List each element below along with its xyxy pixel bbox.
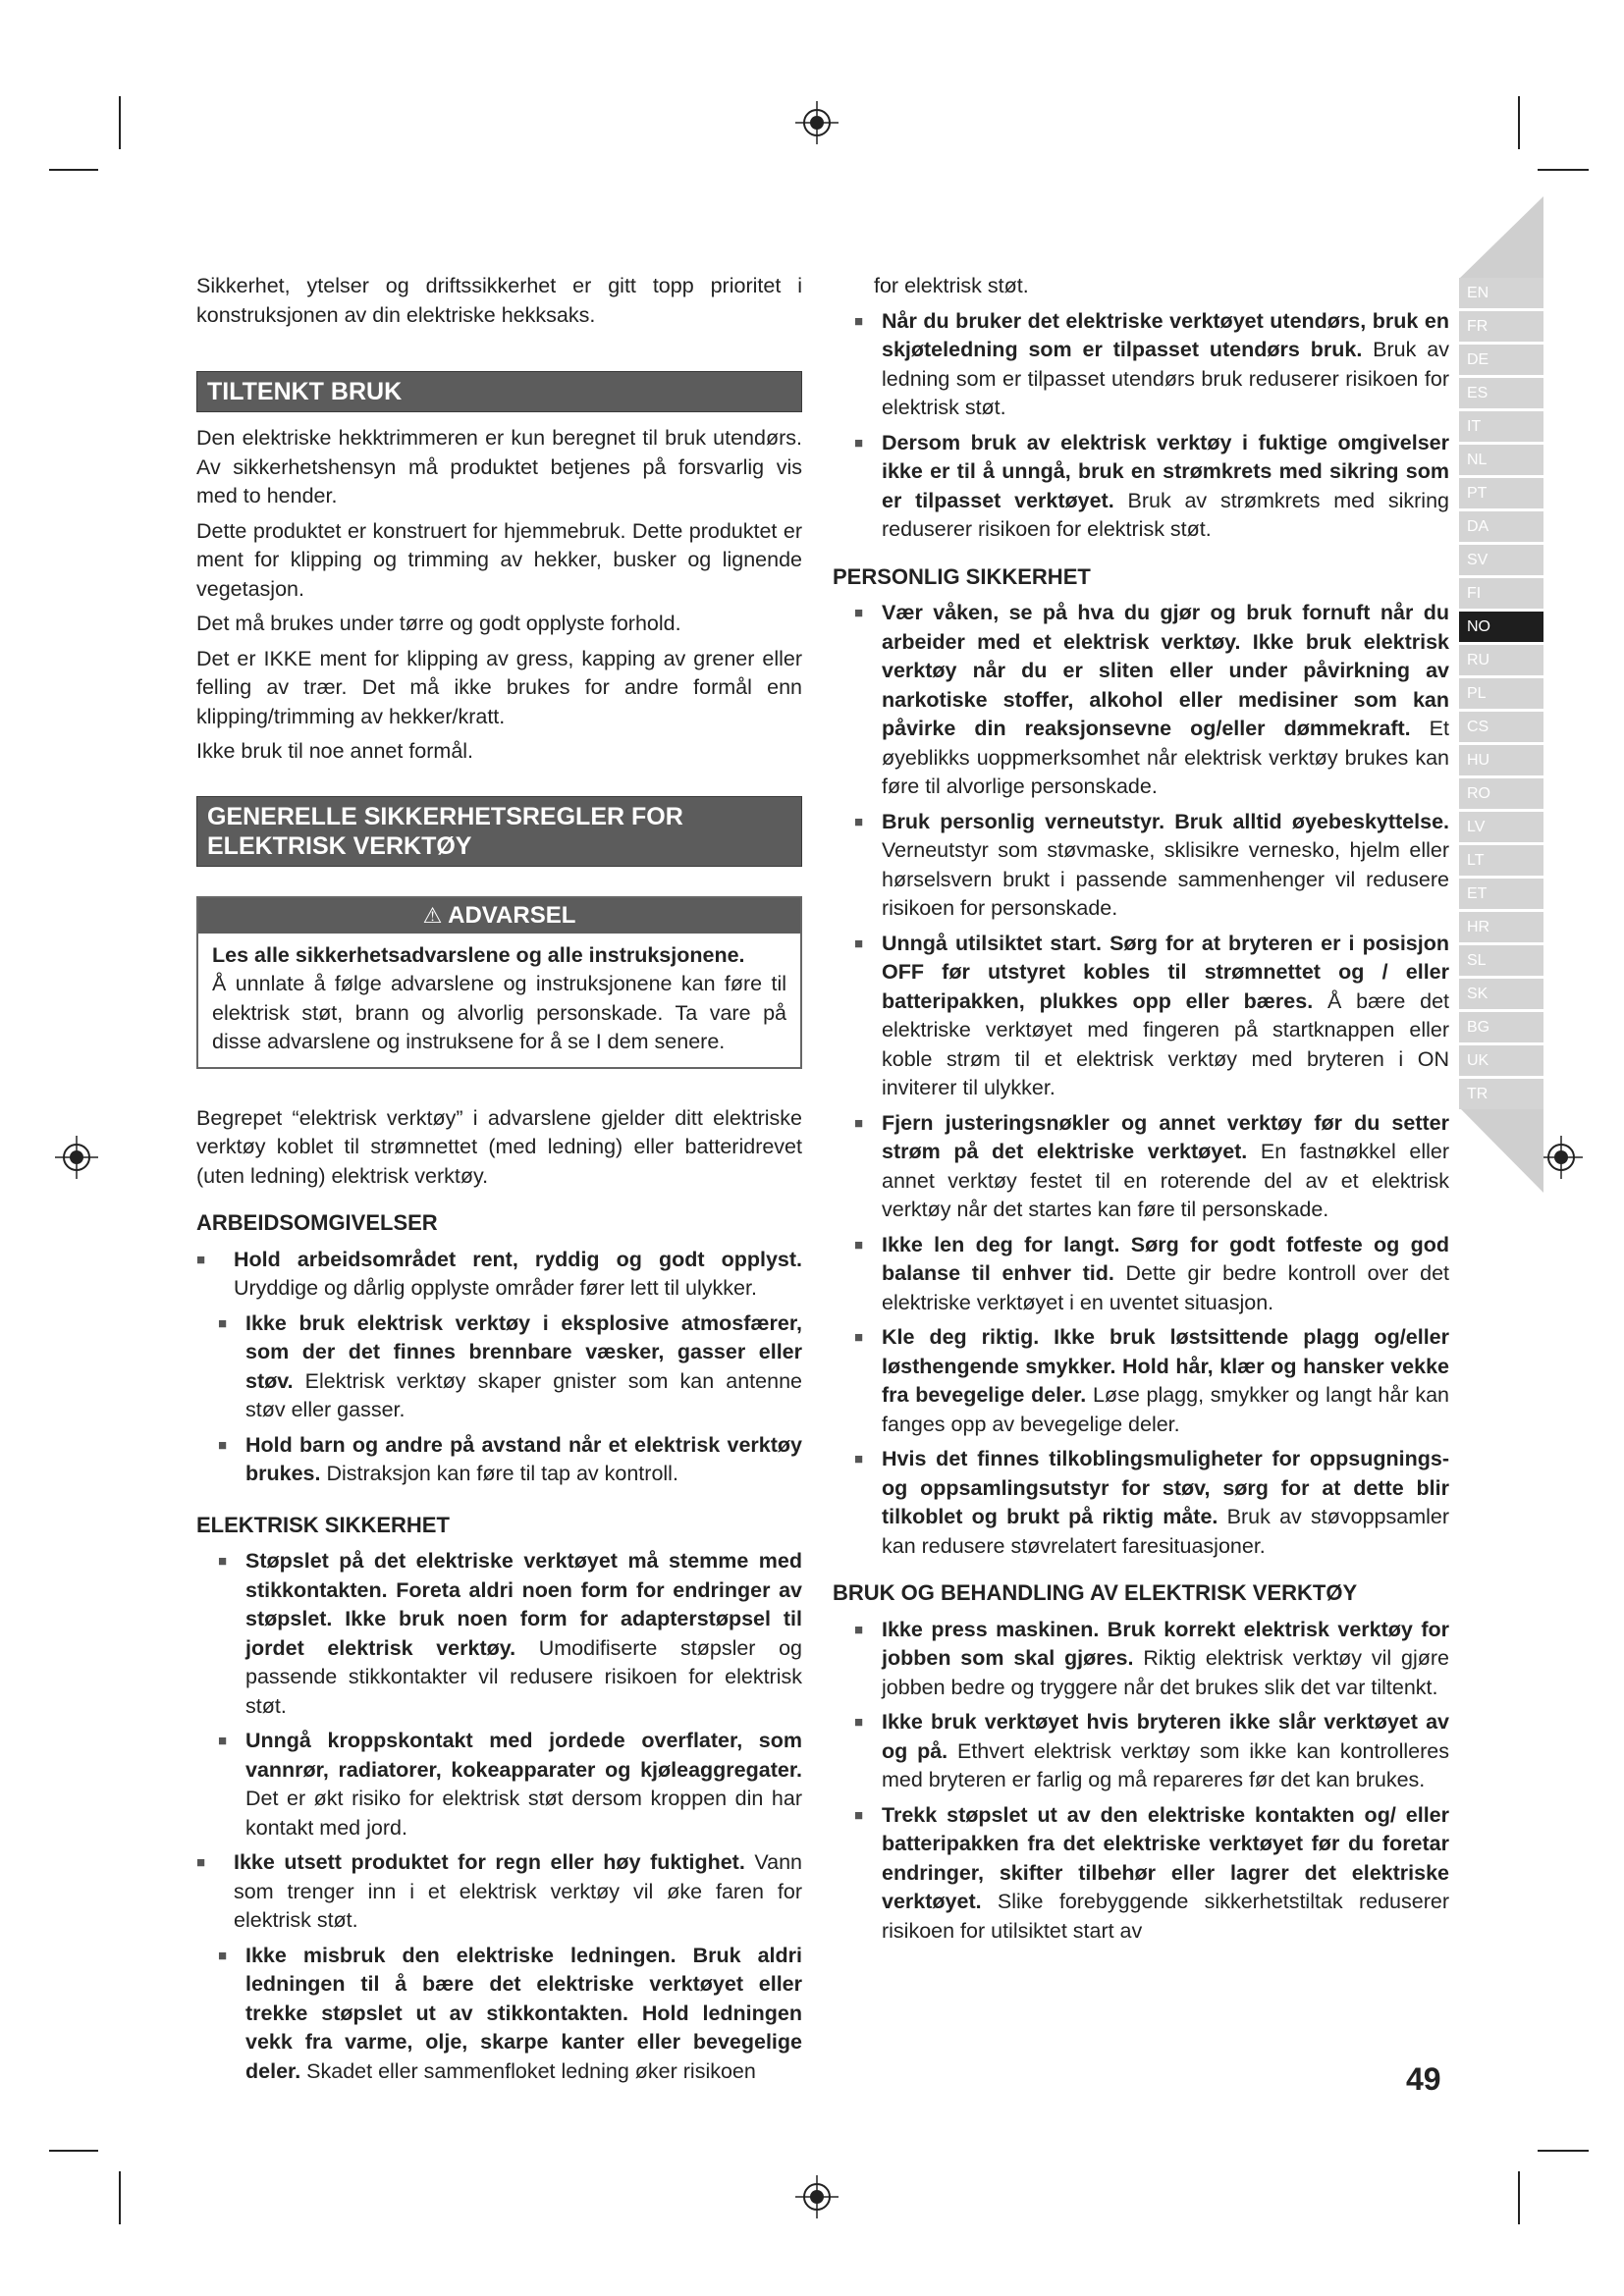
warning-body xyxy=(198,934,800,1067)
language-tab[interactable]: UK xyxy=(1459,1045,1543,1076)
list-item: ■ Kle deg riktig. Ikke bruk løstsittende plagg og/eller løsthengende smykker. Hold hår, klær og hansker vekke fra bevegelige deler. Løse plagg, smykker og langt hår kan fanges opp av bevegelige deler. xyxy=(854,1325,1449,1436)
bullet-icon: ■ xyxy=(854,1114,864,1132)
registration-mark-icon xyxy=(55,1136,98,1179)
list-item: ■ Ikke bruk verktøyet hvis bryteren ikke slår verktøyet av og på. Ethvert elektrisk verktøy som ikke kan kontrolleres med bryteren er farlig og må repareres før det kan brukes. xyxy=(854,1710,1449,1791)
crop-mark xyxy=(1538,169,1589,171)
list-item: ■ Hold arbeidsområdet rent, ryddig og godt opplyst. Uryddige og dårlig opplyste områder fører lett til ulykker. xyxy=(196,1247,802,1300)
language-tab[interactable]: ES xyxy=(1459,378,1543,408)
section-heading-tiltenkt-bruk: TILTENKT BRUK xyxy=(196,371,802,412)
crop-mark xyxy=(119,2171,121,2224)
paragraph: Den elektriske hekktrimmeren er kun beregnet til bruk utendørs. Av sikkerhetshensyn må produktet betjenes på forsvarlig vis med to hender. xyxy=(196,426,802,507)
subheading-bruk-og-behandling: BRUK OG BEHANDLING AV ELEKTRISK VERKTØY xyxy=(833,1580,1358,1605)
bullet-icon: ■ xyxy=(854,813,864,830)
language-tab[interactable]: LT xyxy=(1459,845,1543,876)
language-tab[interactable]: HU xyxy=(1459,745,1543,775)
paragraph: Dette produktet er konstruert for hjemmebruk. Dette produktet er ment for klipping og trimming av hekker, busker og lignende vegetasjon. xyxy=(196,518,802,601)
language-tabs xyxy=(1459,278,1543,1112)
list-item: ■ Når du bruker det elektriske verktøyet utendørs, bruk en skjøteledning som er tilpasset utendørs bruk. Bruk av ledning som er tilpasset utendørs bruk reduserer risikoen for elektrisk støt. xyxy=(854,308,1449,419)
list-item: ■ Unngå utilsiktet start. Sørg for at bryteren er i posisjon OFF før utstyret kobles til strømnettet og / eller batteripakken, plukkes opp eller bæres. Å bære det elektriske verktøyet med fingeren på startknappen eller koble strøm til et elektrisk verktøy med bryteren i ON inviterer til ulykker. xyxy=(854,931,1450,1099)
subheading-personlig-sikkerhet: PERSONLIG SIKKERHET xyxy=(833,563,1091,589)
bullet-icon: ■ xyxy=(196,1854,206,1871)
intro-text: Sikkerhet, ytelser og driftssikkerhet er gitt topp prioritet i konstruksjonen av din elektriske hekksaks. xyxy=(196,274,802,327)
bullet-icon: ■ xyxy=(854,934,864,952)
subheading-elektrisk-sikkerhet: ELEKTRISK SIKKERHET xyxy=(196,1512,450,1537)
paragraph: Det må brukes under tørre og godt opplyste forhold. xyxy=(196,612,681,635)
language-tab[interactable]: PT xyxy=(1459,478,1543,508)
bullet-icon: ■ xyxy=(218,1733,228,1749)
list-item: ■ Hold barn og andre på avstand når et elektrisk verktøy brukes. Distraksjon kan føre til tap av kontroll. xyxy=(218,1432,802,1485)
bullet-icon: ■ xyxy=(854,1329,864,1346)
bullet-icon: ■ xyxy=(854,312,864,330)
language-tab[interactable]: FI xyxy=(1459,578,1543,609)
language-tab[interactable]: RO xyxy=(1459,778,1543,809)
language-tab[interactable]: FR xyxy=(1459,311,1543,342)
language-tab[interactable]: SK xyxy=(1459,979,1543,1009)
language-tab[interactable]: HR xyxy=(1459,912,1543,942)
crop-mark xyxy=(1518,96,1520,149)
list-item: ■ Fjern justeringsnøkler og annet verktøy før du setter strøm på det elektriske verktøyet. En fastnøkkel eller annet verktøy festet til en roterende del av et elektrisk verktøy når det startes kan føre til personskade. xyxy=(854,1110,1450,1221)
list-item: ■ Bruk personlig verneutstyr. Bruk alltid øyebeskyttelse. Verneutstyr som støvmaske, sklisikre vernesko, hjelm eller hørselsvern brukt i passende sammenhenger vil redusere risikoen for personskade. xyxy=(854,809,1449,920)
paragraph: Begrepet “elektrisk verktøy” i advarslene gjelder ditt elektriske verktøy koblet til strømnettet (med ledning) eller batteridrevet (uten ledning) elektrisk verktøy. xyxy=(196,1105,802,1188)
crop-mark xyxy=(1518,2171,1520,2224)
registration-mark-icon xyxy=(795,2175,839,2218)
bullet-icon: ■ xyxy=(854,1451,864,1468)
bullet-icon: ■ xyxy=(218,1314,228,1332)
bullet-icon: ■ xyxy=(854,1714,864,1731)
warning-header xyxy=(198,898,800,934)
warning-text: Å unnlate å følge advarslene og instruksjonene kan føre til elektrisk støt, brann og alvorlig personskade. Ta vare på disse advarslene og instruksene for å se I dem senere. xyxy=(212,972,786,1053)
list-item: ■ Ikke misbruk den elektriske ledningen. Bruk aldri ledningen til å bære det elektriske verktøyet eller trekke støpslet ut av stikkontakten. Hold ledningen vekk fra varme, olje, skarpe kanter eller bevegelige deler. Skadet eller sammenfloket ledning øker risikoen xyxy=(218,1943,802,2083)
language-tab[interactable]: BG xyxy=(1459,1012,1543,1042)
bullet-icon: ■ xyxy=(218,1436,228,1454)
bullet-icon: ■ xyxy=(218,1553,228,1570)
language-tab[interactable]: RU xyxy=(1459,645,1543,675)
language-tab[interactable]: ET xyxy=(1459,879,1543,909)
warning-icon: ⚠ xyxy=(422,902,443,928)
list-item: ■ Trekk støpslet ut av den elektriske kontakten og/ eller batteripakken fra det elektriske verktøyet før du foretar endringer, skifter tilbehør eller lagrer det elektriske verktøyet. Slike forebyggende sikkerhetstiltak reduserer risikoen for utilsiktet start av xyxy=(854,1802,1449,1943)
paragraph: Det er IKKE ment for klipping av gress, kapping av grener eller felling av trær. Det må ikke brukes for andre formål enn klipping/trimming av hekker/kratt. xyxy=(196,646,802,728)
crop-mark xyxy=(49,2150,98,2152)
list-item: ■ Dersom bruk av elektrisk verktøy i fuktige omgivelser ikke er til å unngå, bruk en strømkrets med sikring som er tilpasset verktøyet. Bruk av strømkrets med sikring reduserer risikoen for elektrisk støt. xyxy=(854,430,1449,541)
bullet-icon: ■ xyxy=(854,1621,864,1638)
page-number: 49 xyxy=(1406,2061,1441,2097)
language-tab[interactable]: DE xyxy=(1459,345,1543,375)
language-tab[interactable]: CS xyxy=(1459,712,1543,742)
left-column xyxy=(196,272,802,2092)
language-tab[interactable]: NL xyxy=(1459,445,1543,475)
list-item: ■ Ikke len deg for langt. Sørg for godt fotfeste og god balanse til enhver tid. Dette gir bedre kontroll over det elektriske verktøyet i en uventet situasjon. xyxy=(854,1232,1450,1314)
list-item: ■ Ikke bruk elektrisk verktøy i eksplosive atmosfærer, som der det finnes brennbare væsker, gasser eller støv. Elektrisk verktøy skaper gnister som kan antenne støv eller gasser. xyxy=(218,1310,802,1421)
language-tab-active[interactable]: NO xyxy=(1459,612,1543,642)
list-item: ■ Ikke utsett produktet for regn eller høy fuktighet. Vann som trenger inn i et elektrisk verktøy vil øke faren for elektrisk støt. xyxy=(196,1850,802,1932)
list-item: ■ Hvis det finnes tilkoblingsmuligheter for oppsugnings- og oppsamlingsutstyr for støv, sørg for at dette blir tilkoblet og brukt på riktig måte. Bruk av støvoppsamler kan redusere støvrelatert faresituasjoner. xyxy=(854,1447,1449,1558)
language-tab[interactable]: EN xyxy=(1459,278,1543,308)
subheading-arbeidsomgivelser: ARBEIDSOMGIVELSER xyxy=(196,1210,438,1235)
crop-mark xyxy=(49,169,98,171)
bullet-icon: ■ xyxy=(854,434,864,452)
language-tab[interactable]: TR xyxy=(1459,1079,1543,1109)
crop-mark xyxy=(1538,2150,1589,2152)
warning-bold-text: Les alle sikkerhetsadvarslene og alle instruksjonene. xyxy=(212,942,745,967)
language-tab[interactable]: DA xyxy=(1459,511,1543,542)
bullet-icon: ■ xyxy=(854,1806,864,1824)
list-item: ■ Ikke press maskinen. Bruk korrekt elektrisk verktøy for jobben som skal gjøres. Riktig elektrisk verktøy vil gjøre jobben bedre og tryggere når det brukes slik det var tiltenkt. xyxy=(854,1617,1449,1699)
bullet-icon: ■ xyxy=(196,1251,206,1268)
right-column xyxy=(833,272,1449,1951)
bullet-icon: ■ xyxy=(854,605,864,621)
registration-mark-icon xyxy=(795,101,839,144)
warning-box xyxy=(196,896,802,1069)
section-heading-generelle: GENERELLE SIKKERHETSREGLER FOR ELEKTRISK VERKTØY xyxy=(196,796,802,867)
paragraph: Ikke bruk til noe annet formål. xyxy=(196,739,474,763)
language-tab[interactable]: LV xyxy=(1459,812,1543,842)
language-tab[interactable]: PL xyxy=(1459,678,1543,709)
language-tab[interactable]: SL xyxy=(1459,945,1543,976)
language-tab[interactable]: IT xyxy=(1459,411,1543,442)
list-item: ■ Vær våken, se på hva du gjør og bruk fornuft når du arbeider med et elektrisk verktøy. Ikke bruk elektrisk verktøy når du er sliten eller under påvirkning av narkotiske stoffer, alkohol eller medisiner som kan påvirke din reaksjonsevne og/eller dømmekraft. Et øyeblikks uoppmerksomhet når elektrisk verktøy brukes kan føre til alvorlige personskade. xyxy=(854,601,1449,798)
bullet-icon: ■ xyxy=(854,1236,864,1254)
bullet-icon: ■ xyxy=(218,1947,228,1964)
list-item: ■ Støpslet på det elektriske verktøyet må stemme med stikkontakten. Foreta aldri noen form for endringer av støpslet. Ikke bruk noen form for adapterstøpsel til jordet elektrisk verktøy. Umodifiserte støpsler og passende stikkontakter vil redusere risikoen for elektrisk støt. xyxy=(218,1549,803,1718)
list-item: ■ Unngå kroppskontakt med jordede overflater, som vannrør, radiatorer, kokeapparater og kjøleaggregater. Det er økt risiko for elektrisk støt dersom kroppen din har kontakt med jord. xyxy=(218,1729,802,1840)
language-tab[interactable]: SV xyxy=(1459,545,1543,575)
continued-text: for elektrisk støt. xyxy=(874,274,1029,297)
warning-title: ADVARSEL xyxy=(448,901,576,929)
crop-mark xyxy=(119,96,121,149)
